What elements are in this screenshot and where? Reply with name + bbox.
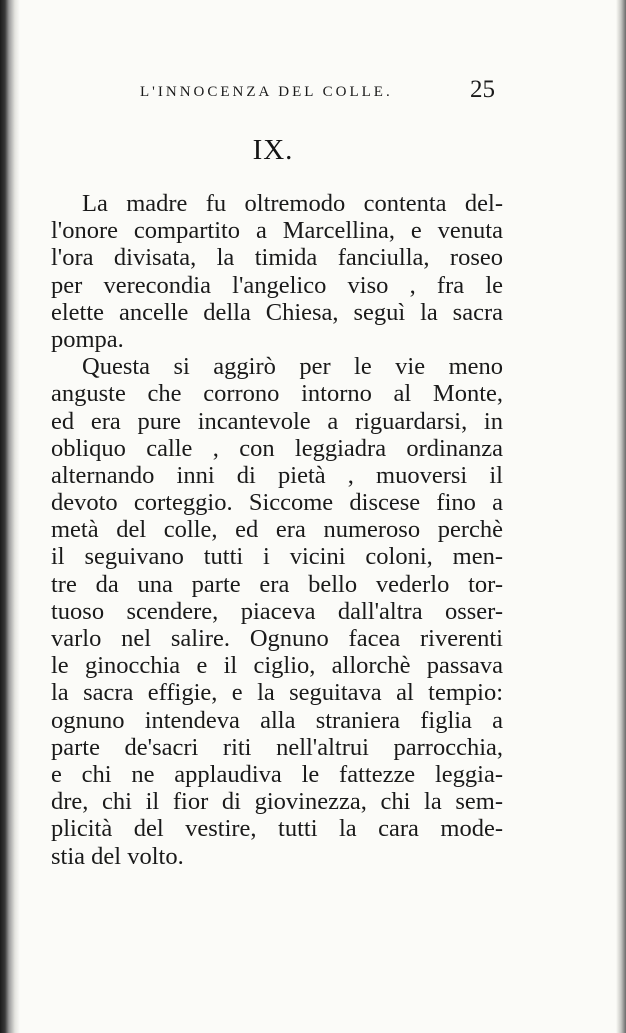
chapter-heading: IX. xyxy=(252,134,294,166)
text-line: metà del colle, ed era numeroso perchè xyxy=(51,516,503,544)
text-line: tre da una parte era bello vederlo tor- xyxy=(51,570,503,598)
text-line: La madre fu oltremodo contenta del- xyxy=(82,190,503,217)
paragraph xyxy=(51,353,503,870)
text-line: devoto corteggio. Siccome discese fino a xyxy=(51,489,503,517)
text-line: per verecondia l'angelico viso , fra le xyxy=(51,271,503,299)
text-line: alternando inni di pietà , muoversi il xyxy=(51,461,503,489)
text-line: l'onore compartito a Marcellina, e venuta xyxy=(51,217,503,245)
text-line: obliquo calle , con leggiadra ordinanza xyxy=(51,434,503,462)
text-line: la sacra effigie, e la seguitava al tempio: xyxy=(51,679,503,707)
running-head: L'INNOCENZA DEL COLLE. xyxy=(140,84,393,100)
text-line: Questa si aggirò per le vie meno xyxy=(82,353,503,381)
text-line: ed era pure incantevole a riguardarsi, in xyxy=(51,407,503,435)
text-line: anguste che corrono intorno al Monte, xyxy=(51,380,503,408)
text-line: elette ancelle della Chiesa, seguì la sacra xyxy=(51,298,503,326)
text-line: le ginocchia e il ciglio, allorchè passava xyxy=(51,652,503,680)
body-text xyxy=(51,190,503,870)
text-line: stia del volto. xyxy=(51,842,184,870)
page-edge-shadow xyxy=(616,0,626,1033)
text-line: l'ora divisata, la timida fanciulla, roseo xyxy=(51,244,503,272)
text-line: ognuno intendeva alla straniera figlia a xyxy=(51,706,503,734)
page-number: 25 xyxy=(470,76,495,103)
text-line: plicità del vestire, tutti la cara mode- xyxy=(51,815,503,843)
text-line: tuoso scendere, piaceva dall'altra osser- xyxy=(51,597,503,625)
text-line: e chi ne applaudiva le fattezze leggia- xyxy=(51,760,503,788)
text-line: parte de'sacri riti nell'altrui parrocchia, xyxy=(51,733,503,761)
text-line: pompa. xyxy=(51,325,124,353)
paragraph xyxy=(51,190,503,353)
text-line: varlo nel salire. Ognuno facea riverenti xyxy=(51,625,503,652)
text-line: dre, chi il fior di giovinezza, chi la sem- xyxy=(51,788,503,816)
text-line: il seguivano tutti i vicini coloni, men- xyxy=(51,543,503,571)
